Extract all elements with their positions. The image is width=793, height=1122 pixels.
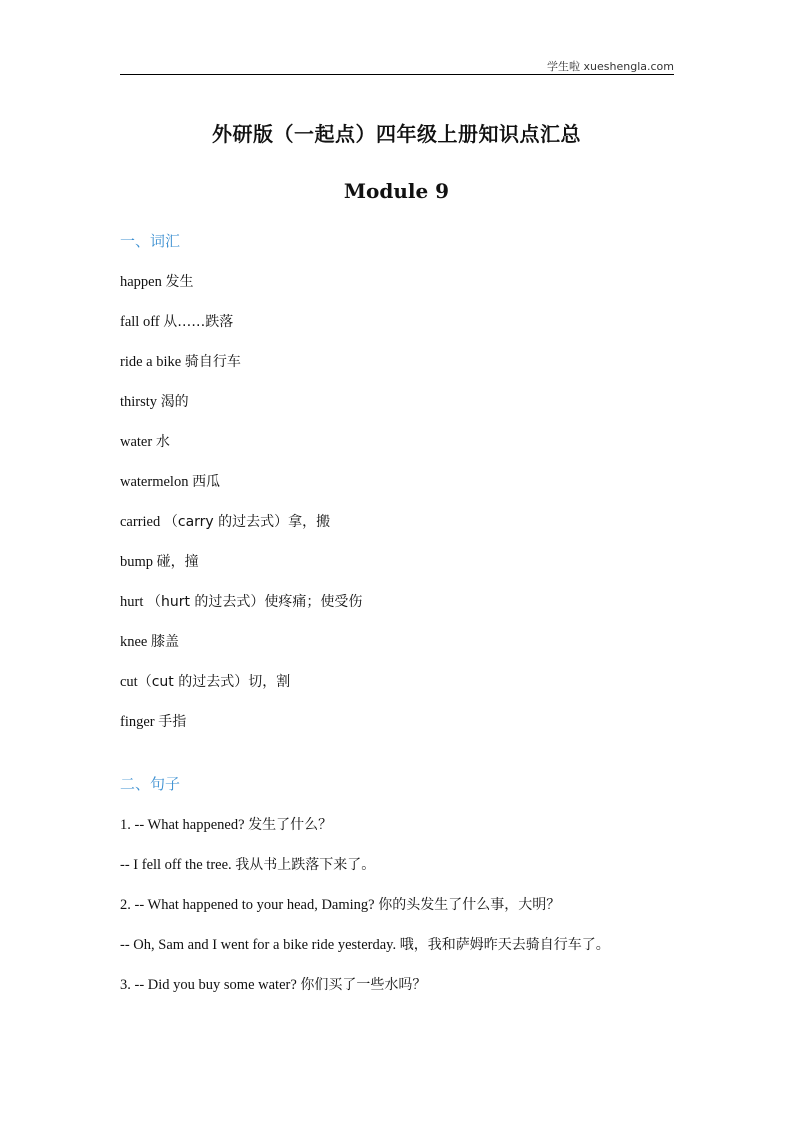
header-divider (120, 74, 674, 75)
vocab-word: water (120, 434, 156, 450)
vocab-item (120, 471, 680, 491)
vocab-word: ride a bike (120, 354, 185, 370)
vocab-item (120, 271, 680, 291)
vocab-meaning: （cut 的过去式）切，割 (137, 674, 291, 690)
vocab-word: bump (120, 554, 157, 570)
vocab-item (120, 631, 680, 651)
sentence-item (120, 814, 680, 834)
vocab-meaning: 骑自行车 (184, 354, 241, 370)
vocab-word: watermelon (120, 474, 193, 490)
vocab-meaning: （hurt 的过去式）使疼痛；使受伤 (146, 594, 363, 610)
vocab-item (120, 711, 680, 731)
sentence-item (120, 854, 680, 874)
vocab-item (120, 391, 680, 411)
vocab-word: hurt (120, 594, 147, 610)
page-header: 学生啦 xueshengla.com (547, 60, 674, 73)
vocab-word: cut (120, 674, 138, 690)
sentence-item (120, 894, 680, 914)
document-title: 外研版（一起点）四年级上册知识点汇总 (212, 122, 581, 146)
vocab-meaning: 手指 (158, 714, 187, 730)
vocab-meaning: 膝盖 (151, 634, 179, 650)
vocab-meaning: 碰，撞 (156, 554, 199, 570)
vocab-item (120, 511, 680, 531)
sentence-chinese: 哦，我和萨姆昨天去骑自行车了。 (399, 937, 610, 953)
sentence-item (120, 974, 680, 994)
sentence-chinese: 你们买了一些水吗？ (300, 977, 427, 993)
vocab-item (120, 671, 680, 691)
sentence-chinese: 发生了什么？ (248, 817, 333, 833)
vocab-meaning: 水 (155, 434, 170, 450)
vocab-word: carried (120, 514, 164, 530)
vocab-word: fall off (120, 314, 164, 330)
module-title: Module 9 (343, 179, 450, 203)
sentence-english: 2. -- What happened to your head, Daming? (120, 897, 379, 913)
vocab-meaning: 发生 (165, 274, 194, 290)
vocab-item (120, 351, 680, 371)
vocab-item (120, 431, 680, 451)
vocab-meaning: 西瓜 (192, 474, 221, 490)
sentence-english: -- I fell off the tree. (120, 857, 236, 873)
vocab-item (120, 311, 680, 331)
sentence-english: 3. -- Did you buy some water? (120, 977, 301, 993)
vocabulary-heading: 一、词汇 (120, 232, 181, 250)
sentence-item (120, 934, 680, 954)
sentence-english: -- Oh, Sam and I went for a bike ride yesterday. (120, 937, 400, 953)
vocab-word: knee (120, 634, 151, 650)
vocab-meaning: 从……跌落 (163, 314, 234, 330)
sentence-english: 1. -- What happened? (120, 817, 249, 833)
vocab-word: happen (120, 274, 166, 290)
vocab-item (120, 591, 680, 611)
vocab-word: finger (120, 714, 159, 730)
sentence-chinese: 我从书上跌落下来了。 (235, 857, 376, 873)
sentences-heading: 二、句子 (120, 775, 181, 793)
vocab-meaning: （carry 的过去式）拿，搬 (163, 514, 331, 530)
sentence-chinese: 你的头发生了什么事，大明？ (378, 897, 561, 913)
vocab-item (120, 551, 680, 571)
vocab-meaning: 渴的 (160, 394, 189, 410)
vocab-word: thirsty (120, 394, 161, 410)
